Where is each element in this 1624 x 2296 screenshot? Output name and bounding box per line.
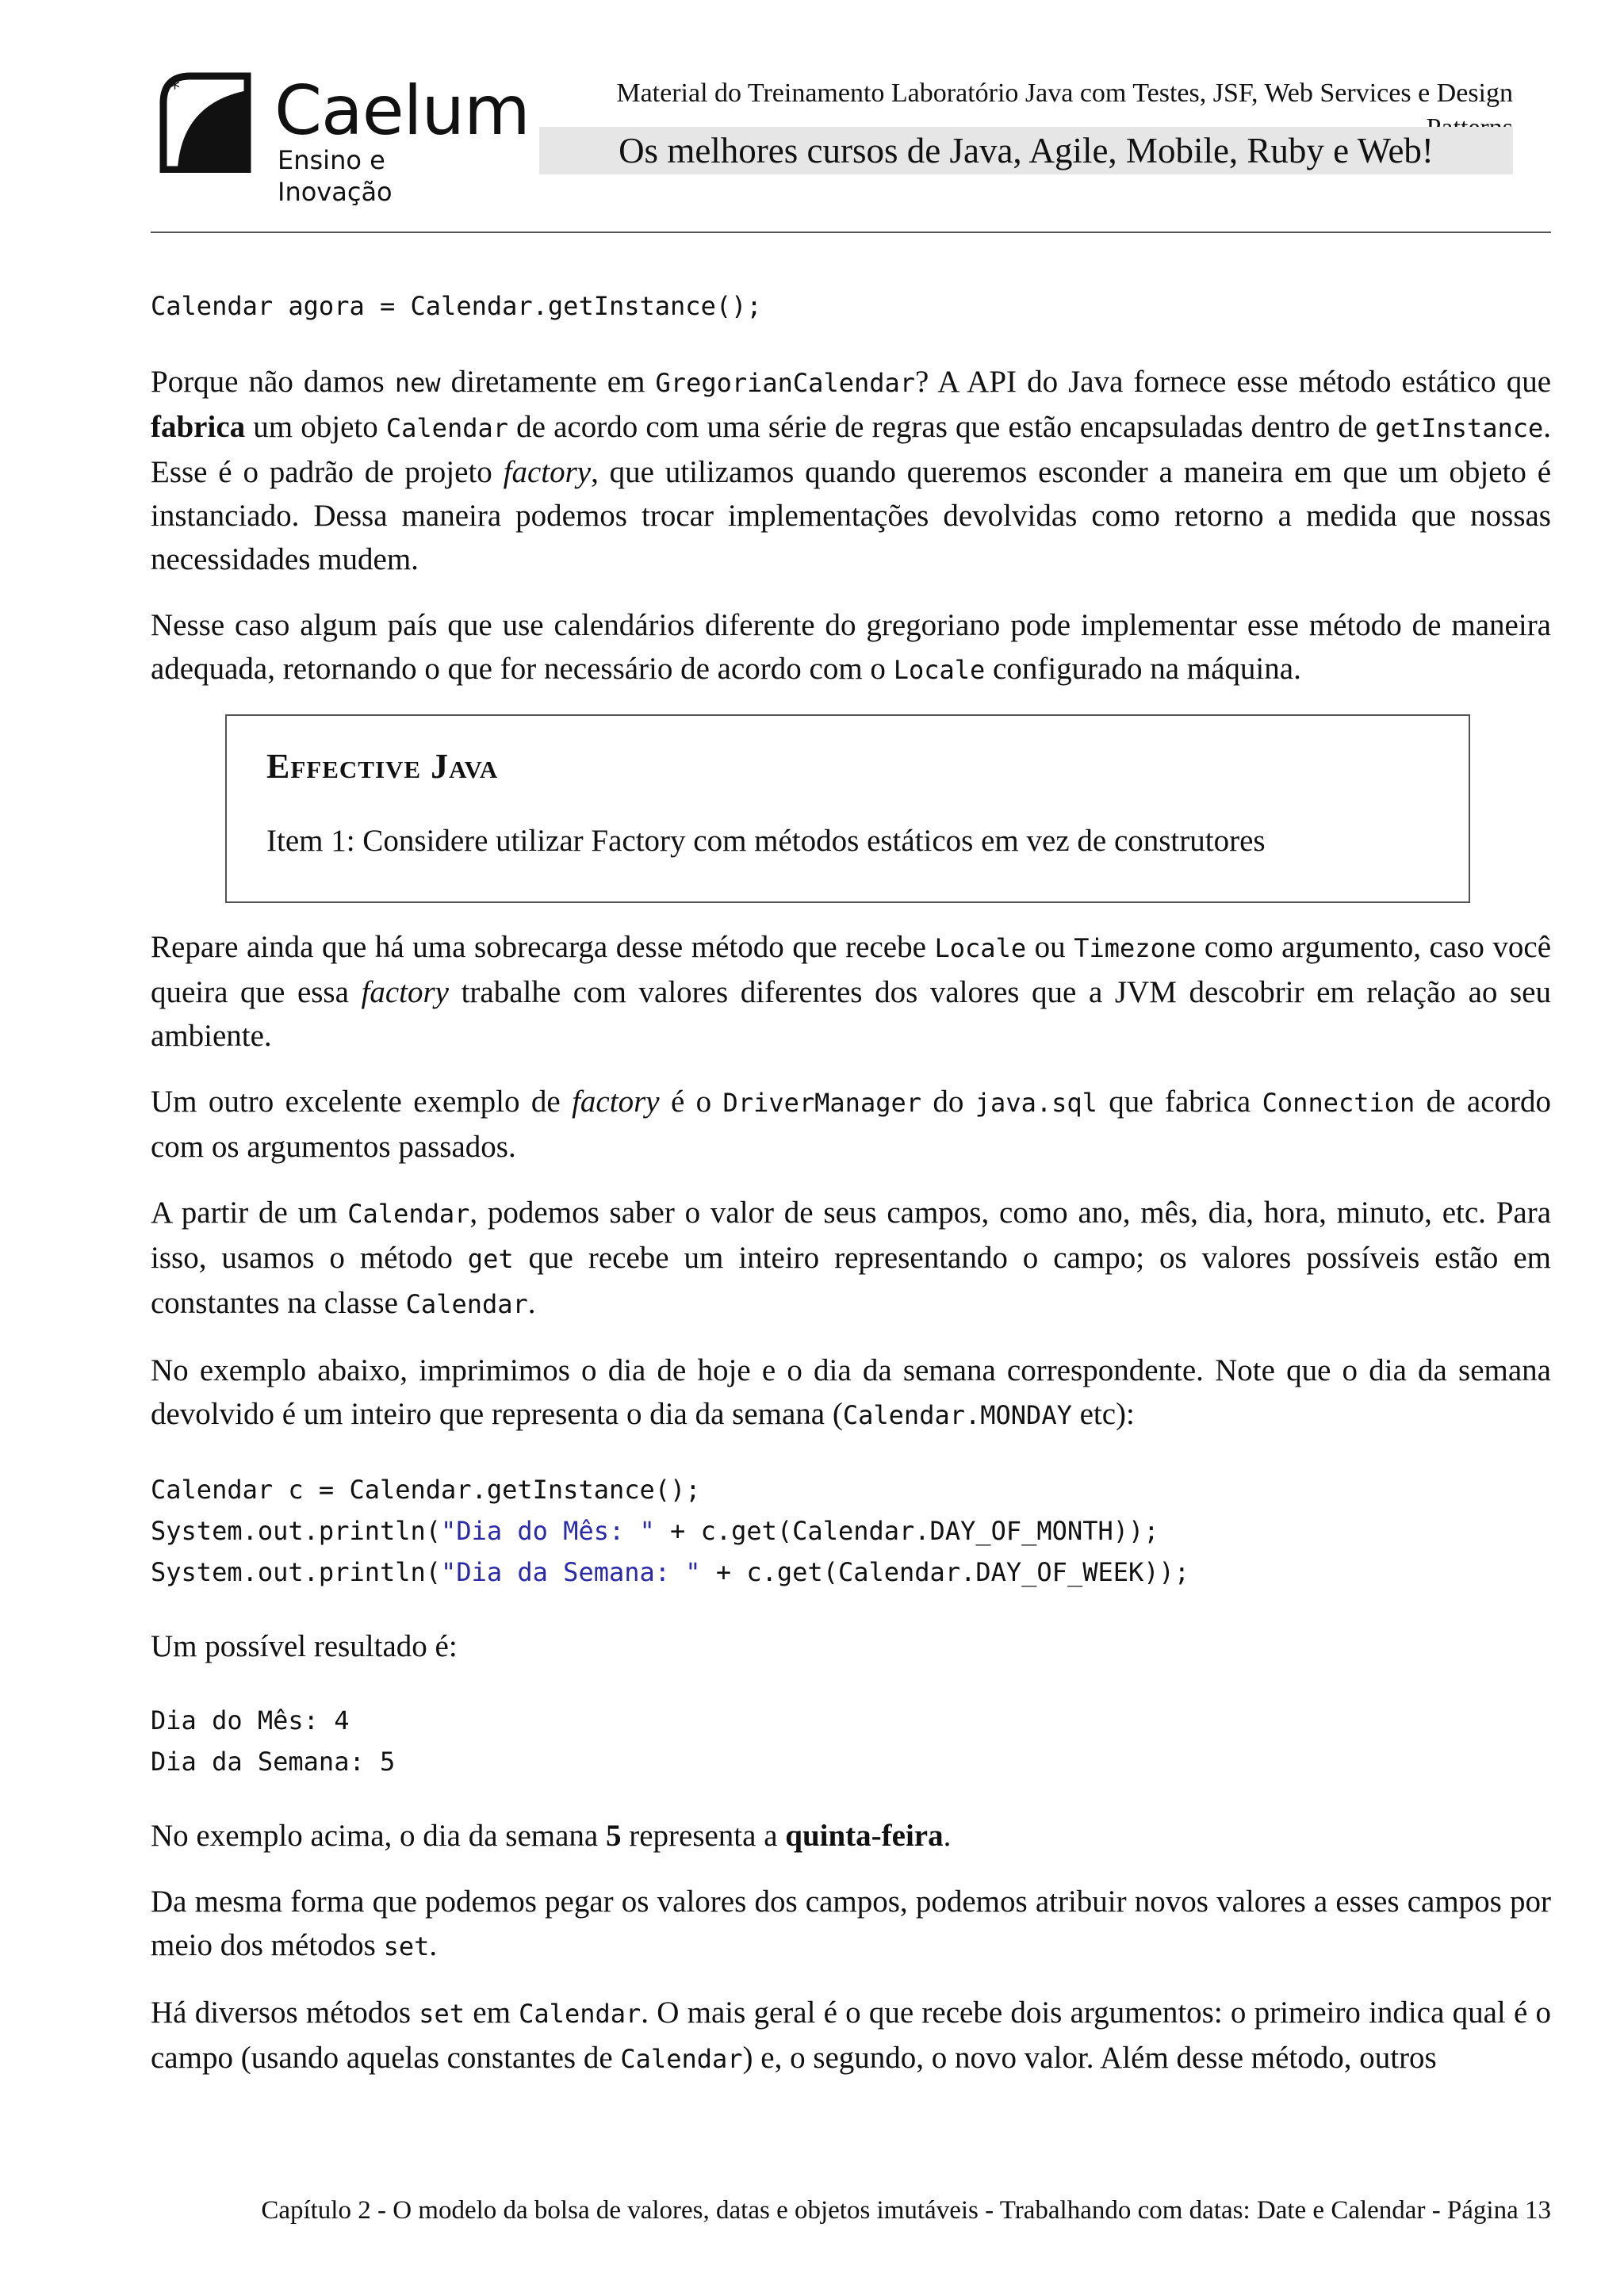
inline-code: getInstance bbox=[1375, 413, 1544, 443]
inline-code: DriverManager bbox=[722, 1088, 921, 1118]
italic-term: factory bbox=[503, 455, 592, 489]
inline-code: GregorianCalendar bbox=[655, 368, 916, 398]
paragraph-drivermanager: Um outro excelente exemplo de factory é o DriverManager do java.sql que fabrica Connection de acordo com os argumentos passados. bbox=[151, 1085, 1551, 1164]
page-footer: Capítulo 2 - O modelo da bolsa de valores, datas e objetos imutáveis - Trabalhando com datas: Date e Calendar - Página 13 bbox=[261, 2196, 1551, 2225]
caelum-logo bbox=[159, 70, 530, 207]
inline-code: Calendar bbox=[620, 2044, 743, 2074]
inline-code: get bbox=[467, 1244, 514, 1274]
svg-text:*: * bbox=[170, 77, 180, 101]
inline-code: Calendar.MONDAY bbox=[842, 1400, 1072, 1430]
paragraph-overload: Repare ainda que há uma sobrecarga desse método que recebe Locale ou Timezone como argumento, caso você queira que essa factory trabalhe com valores diferentes dos valores que a JVM descobrir em relação ao seu ambiente. bbox=[151, 930, 1552, 1053]
inline-code: Calendar bbox=[519, 1999, 642, 2029]
code-block-1 bbox=[151, 285, 1551, 327]
paragraph-thursday: No exemplo acima, o dia da semana 5 representa a quinta-feira. bbox=[151, 1819, 952, 1853]
paragraph-fields: A partir de um Calendar, podemos saber o valor de seus campos, como ano, mês, dia, hora, minuto, etc. Para isso, usamos o método get que recebe um inteiro representando o campo; os valores possíveis estão em constantes na classe Calendar. bbox=[151, 1196, 1551, 1320]
training-title: Material do Treinamento Laboratório Java com Testes, JSF, Web Services e Design bbox=[616, 78, 1513, 108]
inline-code: Calendar bbox=[385, 413, 508, 443]
box-text: Item 1: Considere utilizar Factory com métodos estáticos em vez de construtores bbox=[266, 824, 1266, 858]
paragraph-result-intro: Um possível resultado é: bbox=[151, 1629, 458, 1663]
inline-code: Timezone bbox=[1074, 933, 1197, 963]
output-line: Dia do Mês: 4 bbox=[151, 1705, 350, 1735]
code-string: "Dia do Mês: " bbox=[441, 1516, 655, 1546]
logo-tagline: Ensino e Inovação bbox=[278, 145, 393, 207]
italic-term: factory bbox=[361, 975, 449, 1009]
box-title: Effective Java bbox=[266, 747, 499, 786]
output-block bbox=[151, 1700, 1551, 1782]
paragraph-locale: Nesse caso algum país que use calendários diferente do gregoriano pode implementar esse método de maneira adequada, retornando o que for necessário de acordo com o Locale configurado na máquina. bbox=[151, 608, 1551, 686]
inline-code: java.sql bbox=[975, 1088, 1097, 1118]
inline-code: Locale bbox=[893, 655, 986, 685]
header-divider bbox=[151, 232, 1551, 233]
code-block-2: Calendar c = Calendar.getInstance(); System.out.println("Dia do Mês: " + c.get(Calendar.DAY_OF_MONTH)); System.out.println("Dia da Semana: " + c.get(Calendar.DAY_OF_WEEK)); bbox=[151, 1475, 1190, 1587]
output-line: Dia da Semana: 5 bbox=[151, 1747, 396, 1777]
inline-code: Calendar bbox=[347, 1199, 470, 1229]
bold-term: 5 bbox=[605, 1819, 622, 1853]
inline-code: Locale bbox=[934, 933, 1027, 963]
bold-term: quinta-feira bbox=[785, 1819, 944, 1853]
code-line: Calendar c = Calendar.getInstance(); bbox=[151, 1475, 701, 1505]
inline-code: set bbox=[419, 1999, 465, 2029]
paragraph-example-intro: No exemplo abaixo, imprimimos o dia de hoje e o dia da semana correspondente. Note que o dia da semana devolvido é um inteiro que representa o dia da semana (Calendar.MONDAY etc): bbox=[151, 1353, 1551, 1431]
inline-code: new bbox=[394, 368, 441, 398]
logo-name: Caelum bbox=[274, 71, 530, 151]
paragraph-factory: Porque não damos new diretamente em GregorianCalendar? A API do Java fornece esse método estático que fabrica um objeto Calendar de acordo com uma série de regras que estão encapsuladas dentro de getInstance. Esse é o padrão de projeto factory, que utilizamos quando queremos esconder a maneira em que um objeto é instanciado. Dessa maneira podemos trocar implementações devolvidas como retorno a medida que nossas necessidades mudem. bbox=[151, 365, 1552, 576]
inline-code: Calendar bbox=[405, 1289, 528, 1319]
logo-mark-icon bbox=[159, 71, 252, 173]
italic-term: factory bbox=[572, 1085, 660, 1119]
code-line: Calendar agora = Calendar.getInstance(); bbox=[151, 291, 762, 321]
slogan-banner: Os melhores cursos de Java, Agile, Mobile, Ruby e Web! bbox=[539, 127, 1513, 174]
bold-term: fabrica bbox=[151, 410, 246, 444]
paragraph-set-overloads: Há diversos métodos set em Calendar. O mais geral é o que recebe dois argumentos: o primeiro indica qual é o campo (usando aquelas constantes de Calendar) e, o segundo, o novo valor. Além desse método, outros bbox=[151, 1996, 1551, 2075]
inline-code: set bbox=[383, 1931, 430, 1961]
code-string: "Dia da Semana: " bbox=[441, 1557, 701, 1587]
paragraph-set-methods: Da mesma forma que podemos pegar os valores dos campos, podemos atribuir novos valores a esses campos por meio dos métodos set. bbox=[151, 1885, 1551, 1962]
effective-java-box bbox=[225, 714, 1470, 903]
page-content bbox=[151, 285, 1551, 2103]
inline-code: Connection bbox=[1262, 1088, 1415, 1118]
